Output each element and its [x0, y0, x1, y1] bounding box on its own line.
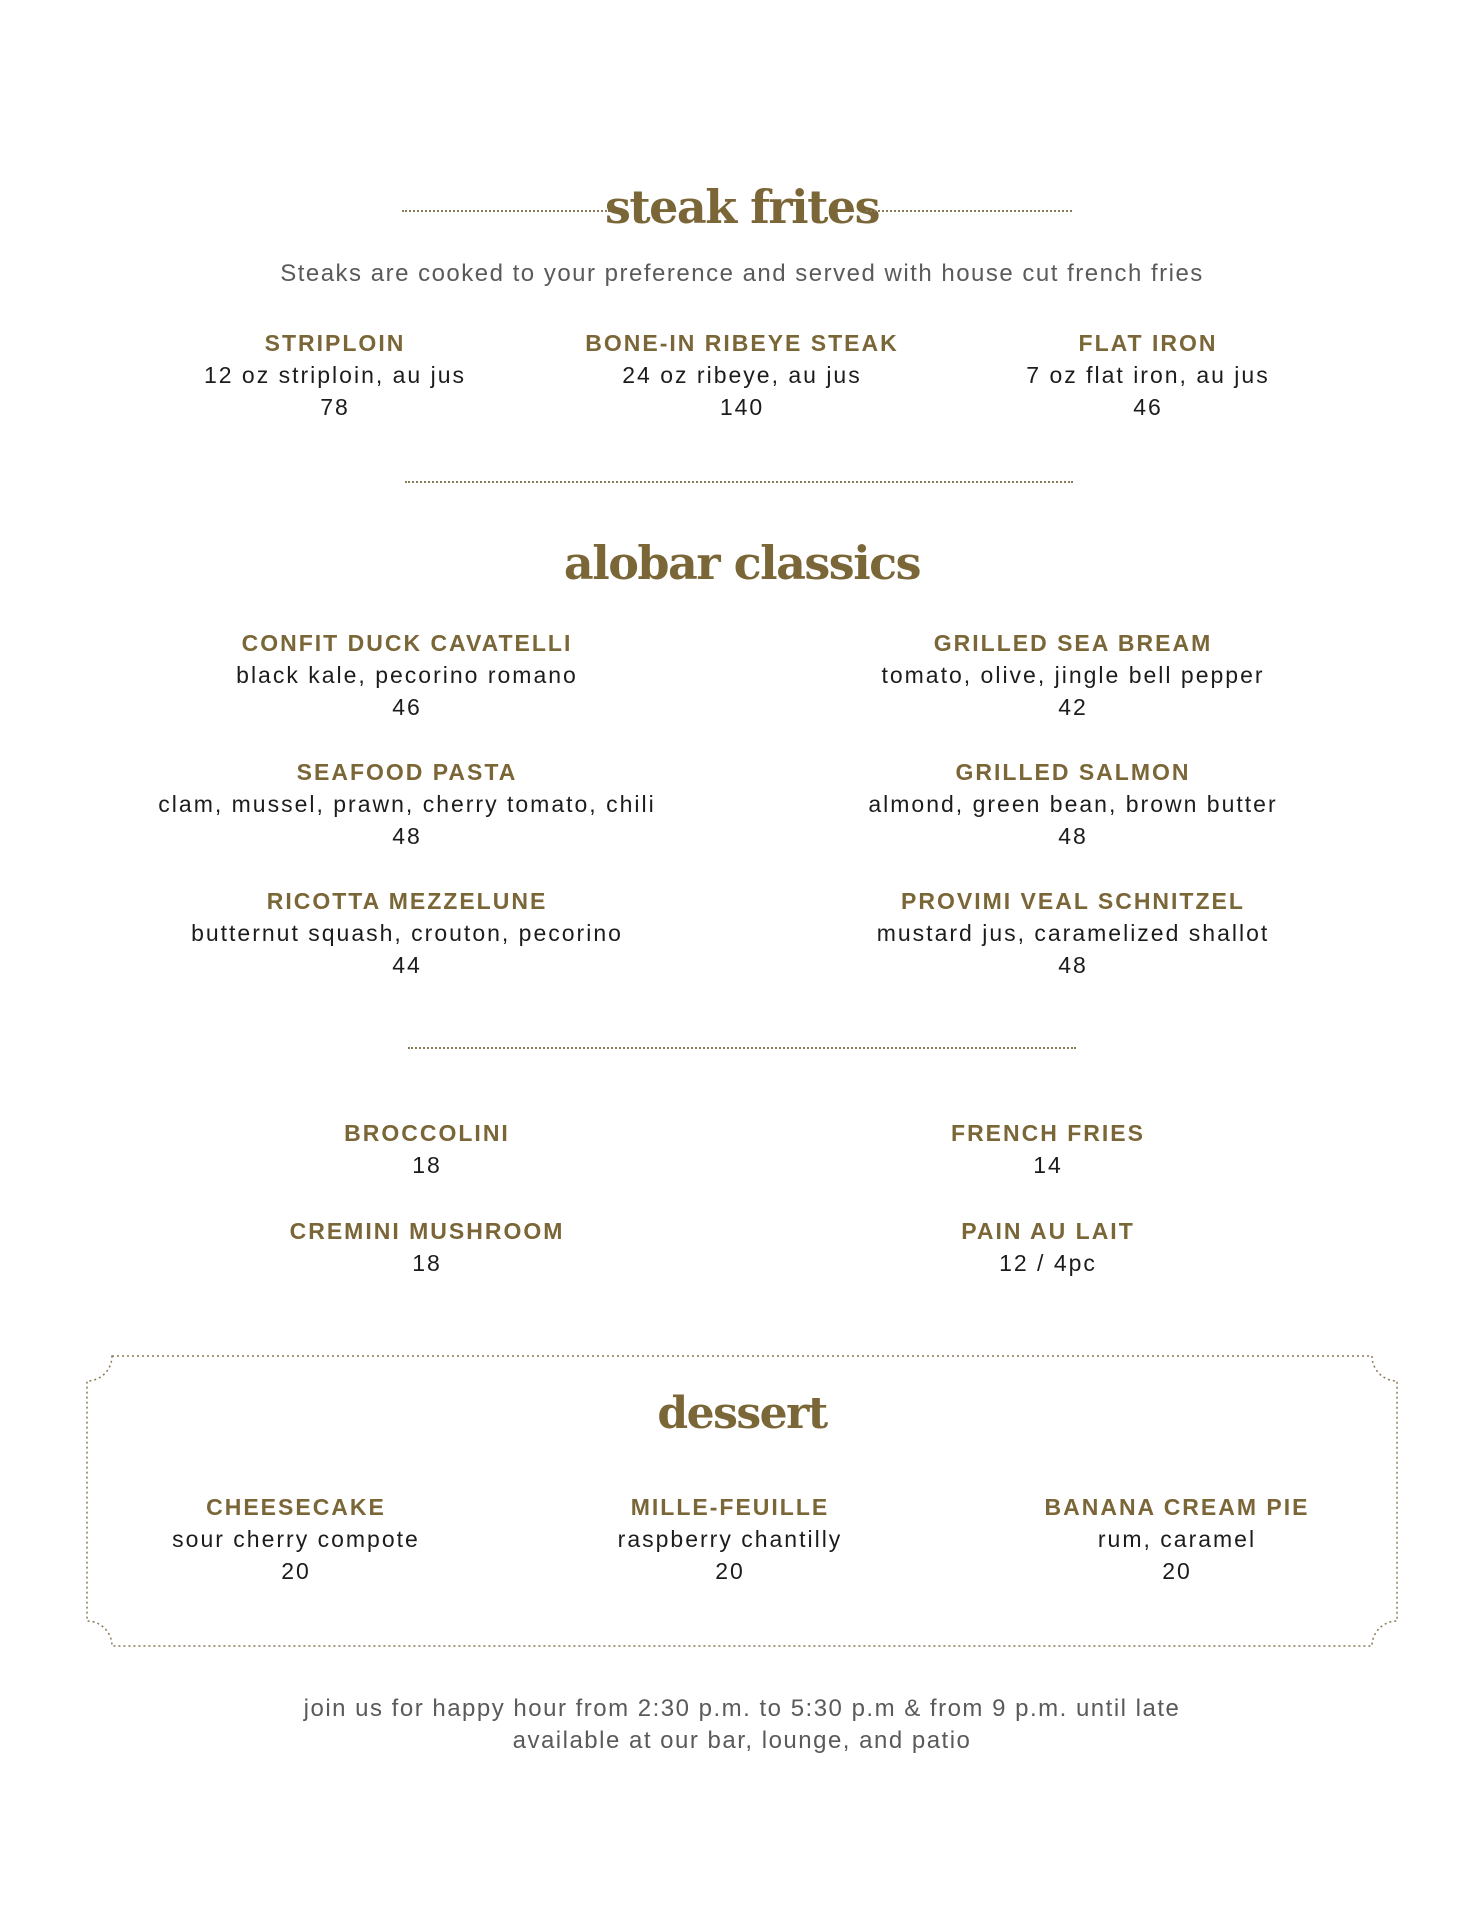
item-desc: 12 oz striploin, au jus [203, 362, 467, 388]
side-item-cremini-mushroom [227, 1215, 627, 1279]
item-price: 48 [1058, 823, 1088, 849]
item-price: 20 [281, 1558, 311, 1584]
item-desc: raspberry chantilly [617, 1526, 843, 1552]
item-price: 48 [1058, 952, 1088, 978]
item-desc: sour cherry compote [172, 1526, 420, 1552]
item-name: BROCCOLINI [344, 1120, 510, 1146]
item-name: FRENCH FRIES [951, 1120, 1145, 1146]
title-rule-right [866, 210, 1072, 212]
item-price: 18 [412, 1152, 442, 1178]
item-desc: 24 oz ribeye, au jus [622, 362, 862, 388]
section-divider [405, 481, 1073, 483]
menu-item-duck-cavatelli [107, 627, 707, 723]
menu-item-seafood-pasta [107, 756, 707, 852]
item-name: FLAT IRON [1078, 330, 1218, 356]
item-name: MILLE-FEUILLE [630, 1494, 830, 1520]
menu-item-striploin [135, 327, 535, 423]
item-name: GRILLED SALMON [955, 759, 1191, 785]
footer-line-2: available at our bar, lounge, and patio [512, 1727, 972, 1754]
item-price: 14 [1033, 1152, 1063, 1178]
item-name: CREMINI MUSHROOM [289, 1218, 565, 1244]
item-desc: rum, caramel [1097, 1526, 1257, 1552]
item-name: SEAFOOD PASTA [296, 759, 518, 785]
dessert-item-banana-cream-pie [1027, 1491, 1327, 1587]
item-price: 46 [1133, 394, 1163, 420]
item-name: PAIN AU LAIT [961, 1218, 1135, 1244]
side-item-french-fries [848, 1117, 1248, 1181]
item-name: GRILLED SEA BREAM [933, 630, 1213, 656]
steak-frites-title: steak frites [604, 180, 879, 234]
menu-item-veal-schnitzel [773, 885, 1373, 981]
item-price: 12 / 4pc [999, 1250, 1097, 1276]
item-price: 20 [715, 1558, 745, 1584]
item-name: STRIPLOIN [264, 330, 406, 356]
happy-hour-note [0, 1693, 1484, 1757]
steak-frites-subtitle: Steaks are cooked to your preference and served with house cut french fries [280, 260, 1204, 287]
side-item-pain-au-lait [848, 1215, 1248, 1279]
dessert-item-cheesecake [146, 1491, 446, 1587]
item-name: CONFIT DUCK CAVATELLI [241, 630, 573, 656]
menu-item-ricotta-mezzelune [107, 885, 707, 981]
item-name: PROVIMI VEAL SCHNITZEL [901, 888, 1245, 914]
item-price: 44 [392, 952, 422, 978]
item-price: 48 [392, 823, 422, 849]
side-item-broccolini [227, 1117, 627, 1181]
item-price: 46 [392, 694, 422, 720]
item-price: 78 [320, 394, 350, 420]
menu-item-salmon [773, 756, 1373, 852]
item-desc: almond, green bean, brown butter [868, 791, 1278, 817]
item-price: 18 [412, 1250, 442, 1276]
item-desc: black kale, pecorino romano [236, 662, 578, 688]
menu-item-flat-iron [948, 327, 1348, 423]
menu-item-sea-bream [773, 627, 1373, 723]
dessert-item-mille-feuille [580, 1491, 880, 1587]
item-name: BANANA CREAM PIE [1044, 1494, 1310, 1520]
item-price: 140 [719, 394, 765, 420]
item-desc: tomato, olive, jingle bell pepper [881, 662, 1265, 688]
item-desc: butternut squash, crouton, pecorino [191, 920, 623, 946]
item-name: RICOTTA MEZZELUNE [266, 888, 548, 914]
dessert-title: dessert [657, 1388, 827, 1439]
section-divider [408, 1047, 1076, 1049]
classics-title: alobar classics [563, 536, 921, 590]
item-price: 20 [1162, 1558, 1192, 1584]
item-desc: 7 oz flat iron, au jus [1026, 362, 1270, 388]
item-name: CHEESECAKE [206, 1494, 386, 1520]
item-desc: clam, mussel, prawn, cherry tomato, chili [158, 791, 656, 817]
item-desc: mustard jus, caramelized shallot [876, 920, 1270, 946]
item-name: BONE-IN RIBEYE STEAK [585, 330, 899, 356]
item-price: 42 [1058, 694, 1088, 720]
menu-item-ribeye [542, 327, 942, 423]
footer-line-1: join us for happy hour from 2:30 p.m. to 5:30 p.m & from 9 p.m. until late [303, 1695, 1181, 1722]
